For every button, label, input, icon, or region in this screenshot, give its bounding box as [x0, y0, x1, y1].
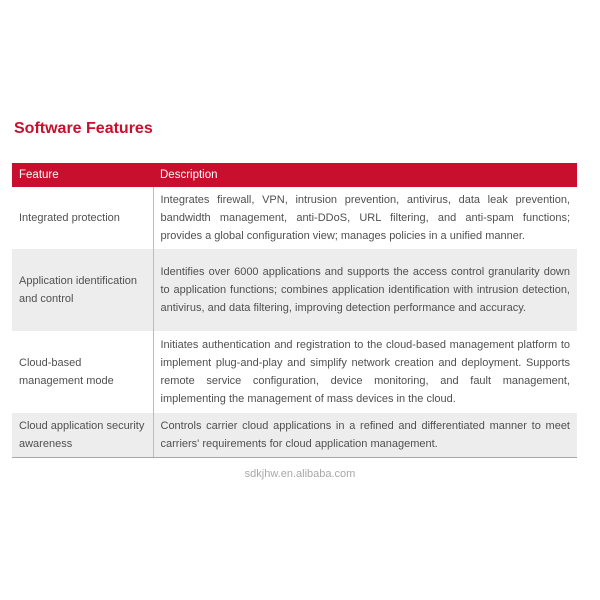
feature-cell: Cloud application security awareness	[12, 413, 153, 458]
table-header-row	[12, 163, 577, 187]
description-cell: Integrates firewall, VPN, intrusion prevention, antivirus, data leak prevention, bandwidth management, anti-DDoS, URL filtering, and anti-spam functions; provides a global configuration view; manages policies in a unified manner.	[160, 194, 570, 242]
description-cell: Initiates authentication and registration to the cloud-based management platform to implement plug-and-play and simplify network creation and deployment. Supports remote service configuration, device monitoring, and fault management, implementing the management of mass devices in the cloud.	[160, 339, 570, 405]
table-row	[12, 331, 577, 413]
table-row	[12, 249, 577, 331]
feature-cell: Cloud-based management mode	[12, 331, 153, 413]
description-cell: Controls carrier cloud applications in a refined and differentiated manner to meet carriers' requirements for cloud application management.	[153, 413, 577, 458]
description-cell: Identifies over 6000 applications and supports the access control granularity down to application functions; combines application identification with intrusion detection, antivirus, and data filtering, improving detection performance and accuracy.	[153, 249, 577, 331]
header-description: Description	[153, 163, 577, 187]
feature-cell: Integrated protection	[12, 187, 153, 249]
section-title: Software Features	[14, 120, 153, 137]
feature-cell: Application identification and control	[12, 249, 153, 331]
header-feature: Feature	[12, 163, 153, 187]
watermark: sdkjhw.en.alibaba.com	[244, 468, 356, 480]
features-table	[12, 163, 577, 458]
table-row	[12, 413, 577, 458]
table-row	[12, 187, 577, 249]
